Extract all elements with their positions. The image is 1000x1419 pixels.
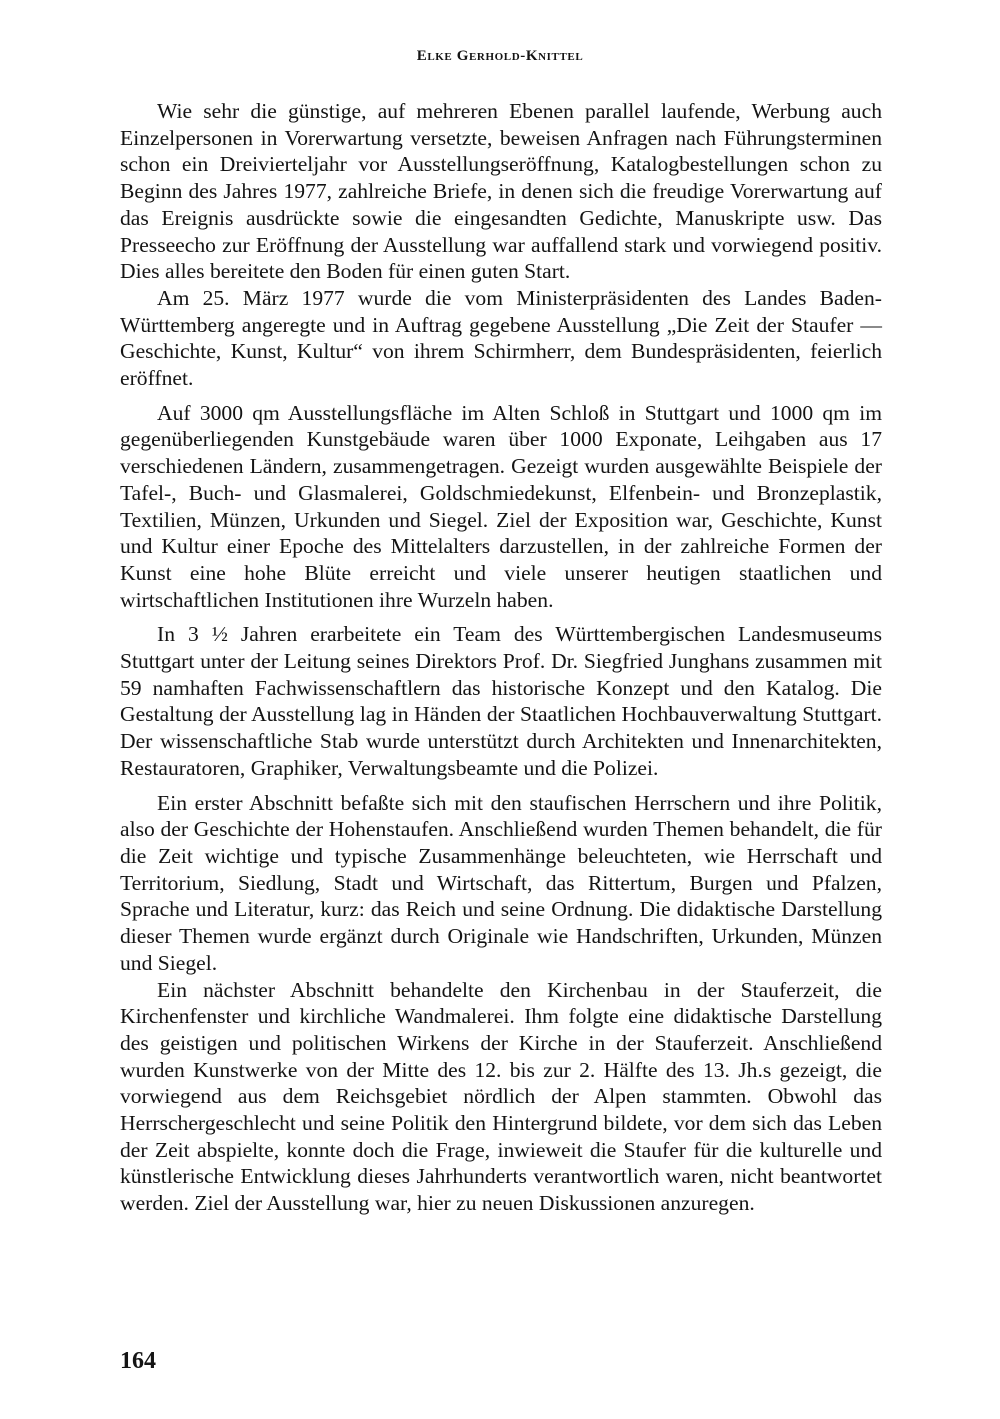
paragraph-3: Auf 3000 qm Ausstellungsfläche im Alten Schloß in Stuttgart und 1000 qm im gegenüberliegenden Kunstgebäude waren über 1000 Exponate, Leihgaben aus 17 verschiedenen Ländern, zusammengetragen. Gezeigt wurden ausgewählte Beispiele der Tafel-, Buch- und Glasmalerei, Goldschmiedekunst, Elfenbein- und Bronzeplastik, Textilien, Münzen, Urkunden und Siegel. Ziel der Exposition war, Geschichte, Kunst und Kultur einer Epoche des Mittelalters darzustellen, in der zahlreiche Formen der Kunst eine hohe Blüte erreicht und viele unserer heutigen staatlichen und wirtschaftlichen Institutionen ihre Wurzeln haben. xyxy=(120,400,882,612)
page-number: 164 xyxy=(120,1348,156,1374)
running-head: Elke Gerhold-Knittel xyxy=(416,48,584,64)
paragraph-5: Ein erster Abschnitt befaßte sich mit den staufischen Herrschern und ihre Politik, also der Geschichte der Hohenstaufen. Anschließend wurden Themen behandelt, die für die Zeit wichtige und typische Zusammenhänge beleuchteten, wie Herrschaft und Territorium, Siedlung, Stadt und Wirtschaft, das Rittertum, Burgen und Pfalzen, Sprache und Literatur, kurz: das Reich und seine Ordnung. Die didaktische Darstellung dieser Themen wurde ergänzt durch Originale wie Handschriften, Urkunden, Münzen und Siegel. xyxy=(120,790,882,975)
body-text xyxy=(120,98,882,1217)
paragraph-4: In 3 ½ Jahren erarbeitete ein Team des Württembergischen Landesmuseums Stuttgart unter der Leitung seines Direktors Prof. Dr. Siegfried Junghans zusammen mit 59 namhaften Fachwissenschaftlern das historische Konzept und den Katalog. Die Gestaltung der Ausstellung lag in Händen der Staatlichen Hochbauverwaltung Stuttgart. Der wissenschaftliche Stab wurde unterstützt durch Architekten und Innenarchitekten, Restauratoren, Graphiker, Verwaltungsbeamte und die Polizei. xyxy=(120,622,882,780)
paragraph-2: Am 25. März 1977 wurde die vom Ministerpräsidenten des Landes Baden-Württemberg angeregte und in Auftrag gegebene Ausstellung „Die Zeit der Staufer — Geschichte, Kunst, Kultur“ von ihrem Schirmherr, dem Bundespräsidenten, feierlich eröffnet. xyxy=(120,285,882,391)
paragraph-1: Wie sehr die günstige, auf mehreren Ebenen parallel laufende, Werbung auch Einzelpersonen in Vorerwartung versetzte, beweisen Anfragen nach Führungsterminen schon ein Dreivierteljahr vor Ausstellungseröffnung, Katalogbestellungen schon zu Beginn des Jahres 1977, zahlreiche Briefe, in denen sich die freudige Vorerwartung auf das Ereignis ausdrückte sowie die eingesandten Gedichte, Manuskripte usw. Das Presseecho zur Eröffnung der Ausstellung war auffallend stark und vorwiegend positiv. Dies alles bereitete den Boden für einen guten Start. xyxy=(120,99,882,284)
paragraph-6: Ein nächster Abschnitt behandelte den Kirchenbau in der Stauferzeit, die Kirchenfenster und kirchliche Wandmalerei. Ihm folgte eine didaktische Darstellung des geistigen und politischen Wirkens der Kirche in der Stauferzeit. Anschließend wurden Kunstwerke von der Mitte des 12. bis zur 2. Hälfte des 13. Jh.s gezeigt, die vorwiegend aus dem Reichsgebiet nördlich der Alpen stammten. Obwohl das Herrschergeschlecht und seine Politik den Hintergrund bildete, vor dem sich das Leben der Zeit abspielte, konnte doch die Frage, inwieweit die Staufer für die kulturelle und künstlerische Entwicklung dieses Jahrhunderts verantwortlich waren, nicht beantwortet werden. Ziel der Ausstellung war, hier zu neuen Diskussionen anzuregen. xyxy=(120,977,882,1216)
